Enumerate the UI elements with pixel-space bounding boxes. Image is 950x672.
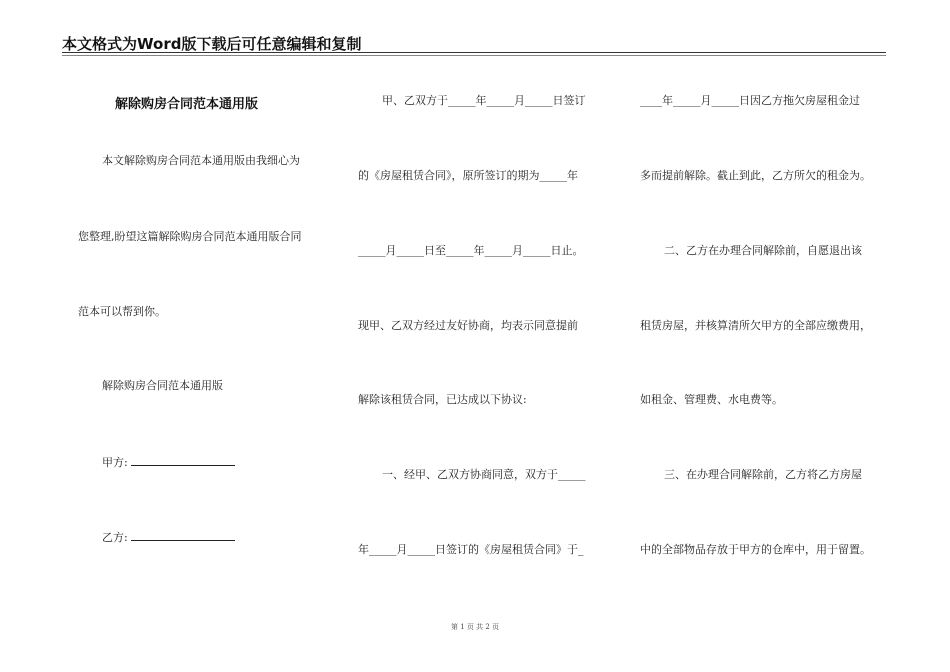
section-heading: 解除购房合同范本通用版: [102, 379, 223, 392]
party-a-blank: [131, 455, 235, 466]
paragraph-line: 本文解除购房合同范本通用版由我细心为: [102, 154, 300, 167]
paragraph-line: 的《房屋租赁合同》，原所签订的期为_____年: [358, 169, 578, 182]
paragraph-line: 如租金、管理费、水电费等。: [640, 393, 783, 406]
paragraph-line: 现甲、乙双方经过友好协商，均表示同意提前: [358, 319, 578, 332]
paragraph-line: 一、经甲、乙双方协商同意，双方于_____: [382, 468, 586, 481]
party-a-row: [102, 455, 235, 469]
paragraph-line: 您整理,盼望这篇解除购房合同范本通用版合同: [78, 230, 302, 243]
header-rule: [62, 52, 886, 53]
party-b-label: 乙方:: [102, 531, 128, 544]
document-title: 解除购房合同范本通用版: [115, 97, 259, 112]
paragraph-line: 三、在办理合同解除前，乙方将乙方房屋: [664, 468, 862, 481]
paragraph-line: 甲、乙双方于_____年_____月_____日签订: [382, 94, 586, 107]
party-b-blank: [131, 530, 235, 541]
header-rule-thin: [62, 55, 886, 56]
paragraph-line: 解除该租赁合同，已达成以下协议:: [358, 393, 527, 406]
paragraph-line: 多而提前解除。截止到此，乙方所欠的租金为。: [640, 169, 871, 182]
paragraph-line: 范本可以帮到你。: [78, 305, 166, 318]
paragraph-line: ____年_____月_____日因乙方拖欠房屋租金过: [640, 94, 860, 107]
paragraph-line: 中的全部物品存放于甲方的仓库中，用于留置。: [640, 543, 871, 556]
paragraph-line: _____月_____日至_____年_____月_____日止。: [358, 244, 584, 257]
party-a-label: 甲方:: [102, 456, 128, 469]
paragraph-line: 年_____月_____日签订的《房屋租赁合同》于_: [358, 543, 584, 556]
paragraph-line: 租赁房屋，并核算清所欠甲方的全部应缴费用，: [640, 319, 871, 332]
document-header: 本文格式为Word版下载后可任意编辑和复制: [62, 35, 362, 53]
paragraph-line: 二、乙方在办理合同解除前，自愿退出该: [664, 244, 862, 257]
page-number: 第 1 页 共 2 页: [450, 623, 500, 631]
party-b-row: [102, 530, 235, 544]
